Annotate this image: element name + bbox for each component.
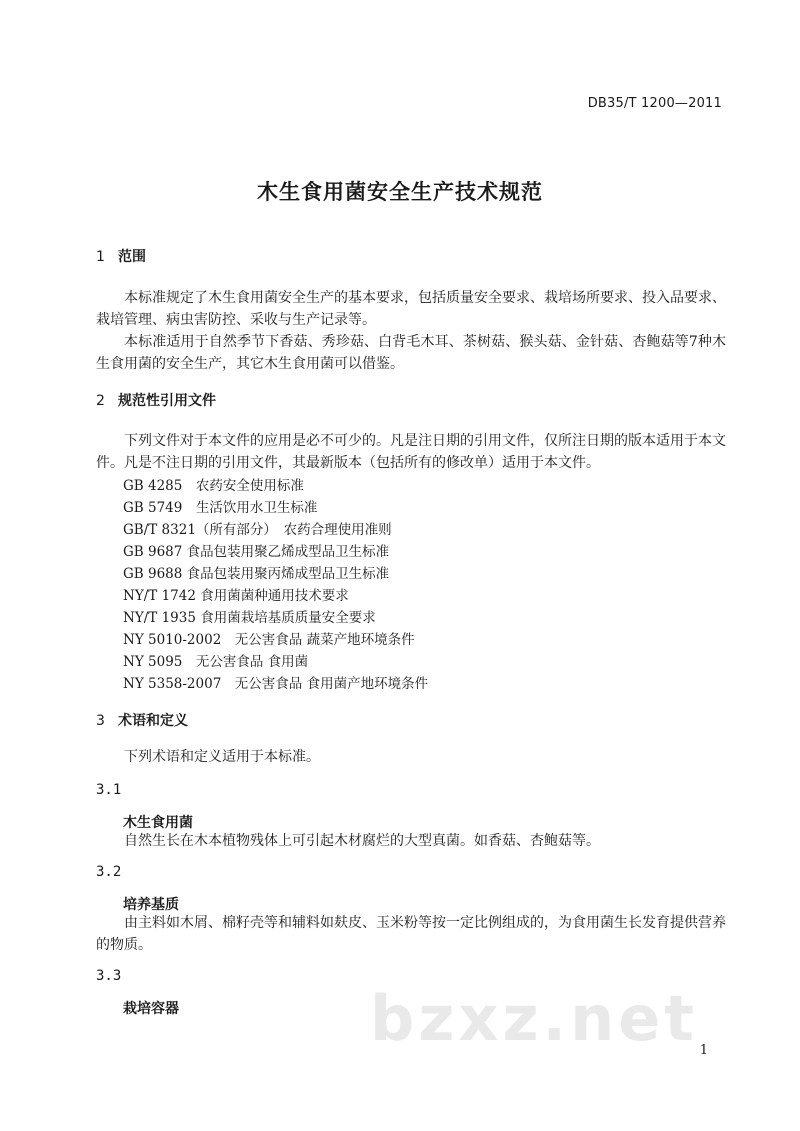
references-intro: 下列文件对于本文件的应用是必不可少的。凡是注日期的引用文件，仅所注日期的版本适用于本文件。凡是不注日期的引用文件，其最新版本（包括所有的修改单）适用于本文件。 — [96, 433, 726, 471]
section-number: 2 — [96, 393, 105, 409]
watermark: bzxz.net — [370, 982, 698, 1055]
terms-intro: 下列术语和定义适用于本标准。 — [124, 749, 320, 765]
reference-item: GB/T 8321（所有部分） 农药合理使用准则 — [123, 522, 392, 538]
reference-item: NY/T 1742 食用菌菌种通用技术要求 — [123, 588, 349, 604]
reference-item: GB 9688 食品包装用聚丙烯成型品卫生标准 — [123, 566, 390, 582]
reference-item: NY 5095 无公害食品 食用菌 — [123, 654, 309, 670]
clause-number: 3.2 — [96, 864, 122, 880]
section-title: 范围 — [118, 249, 146, 265]
term-name: 栽培容器 — [123, 1001, 179, 1017]
section-2-heading — [96, 390, 216, 410]
reference-item: GB 4285 农药安全使用标准 — [123, 478, 304, 494]
clause-number: 3.1 — [96, 782, 122, 798]
reference-item: NY 5010-2002 无公害食品 蔬菜产地环境条件 — [123, 632, 415, 648]
section-3-heading — [96, 710, 188, 730]
reference-item: NY/T 1935 食用菌栽培基质质量安全要求 — [123, 610, 376, 626]
page-number: 1 — [699, 1043, 708, 1058]
section-title: 规范性引用文件 — [118, 393, 216, 409]
scope-paragraph-1: 本标准规定了木生食用菌安全生产的基本要求，包括质量安全要求、栽培场所要求、投入品要求、栽培管理、病虫害防控、采收与生产记录等。 — [96, 290, 726, 328]
term-definition: 由主料如木屑、棉籽壳等和辅料如麸皮、玉米粉等按一定比例组成的，为食用菌生长发育提供营养的物质。 — [96, 915, 726, 953]
document-code: DB35/T 1200—2011 — [587, 96, 722, 111]
term-definition: 自然生长在木本植物残体上可引起木材腐烂的大型真菌。如香菇、杏鲍菇等。 — [124, 833, 600, 849]
term-name: 培养基质 — [123, 897, 179, 913]
page-title: 木生食用菌安全生产技术规范 — [257, 180, 543, 204]
section-1-heading — [96, 246, 146, 266]
section-title: 术语和定义 — [118, 713, 188, 729]
reference-item: GB 9687 食品包装用聚乙烯成型品卫生标准 — [123, 544, 390, 560]
section-number: 3 — [96, 713, 105, 729]
reference-item: NY 5358-2007 无公害食品 食用菌产地环境条件 — [123, 676, 429, 692]
reference-item: GB 5749 生活饮用水卫生标准 — [123, 500, 318, 516]
term-name: 木生食用菌 — [123, 815, 193, 831]
section-number: 1 — [96, 249, 105, 265]
clause-number: 3.3 — [96, 968, 122, 984]
scope-paragraph-2: 本标准适用于自然季节下香菇、秀珍菇、白背毛木耳、茶树菇、猴头菇、金针菇、杏鲍菇等7种木生食用菌的安全生产，其它木生食用菌可以借鉴。 — [96, 334, 726, 372]
